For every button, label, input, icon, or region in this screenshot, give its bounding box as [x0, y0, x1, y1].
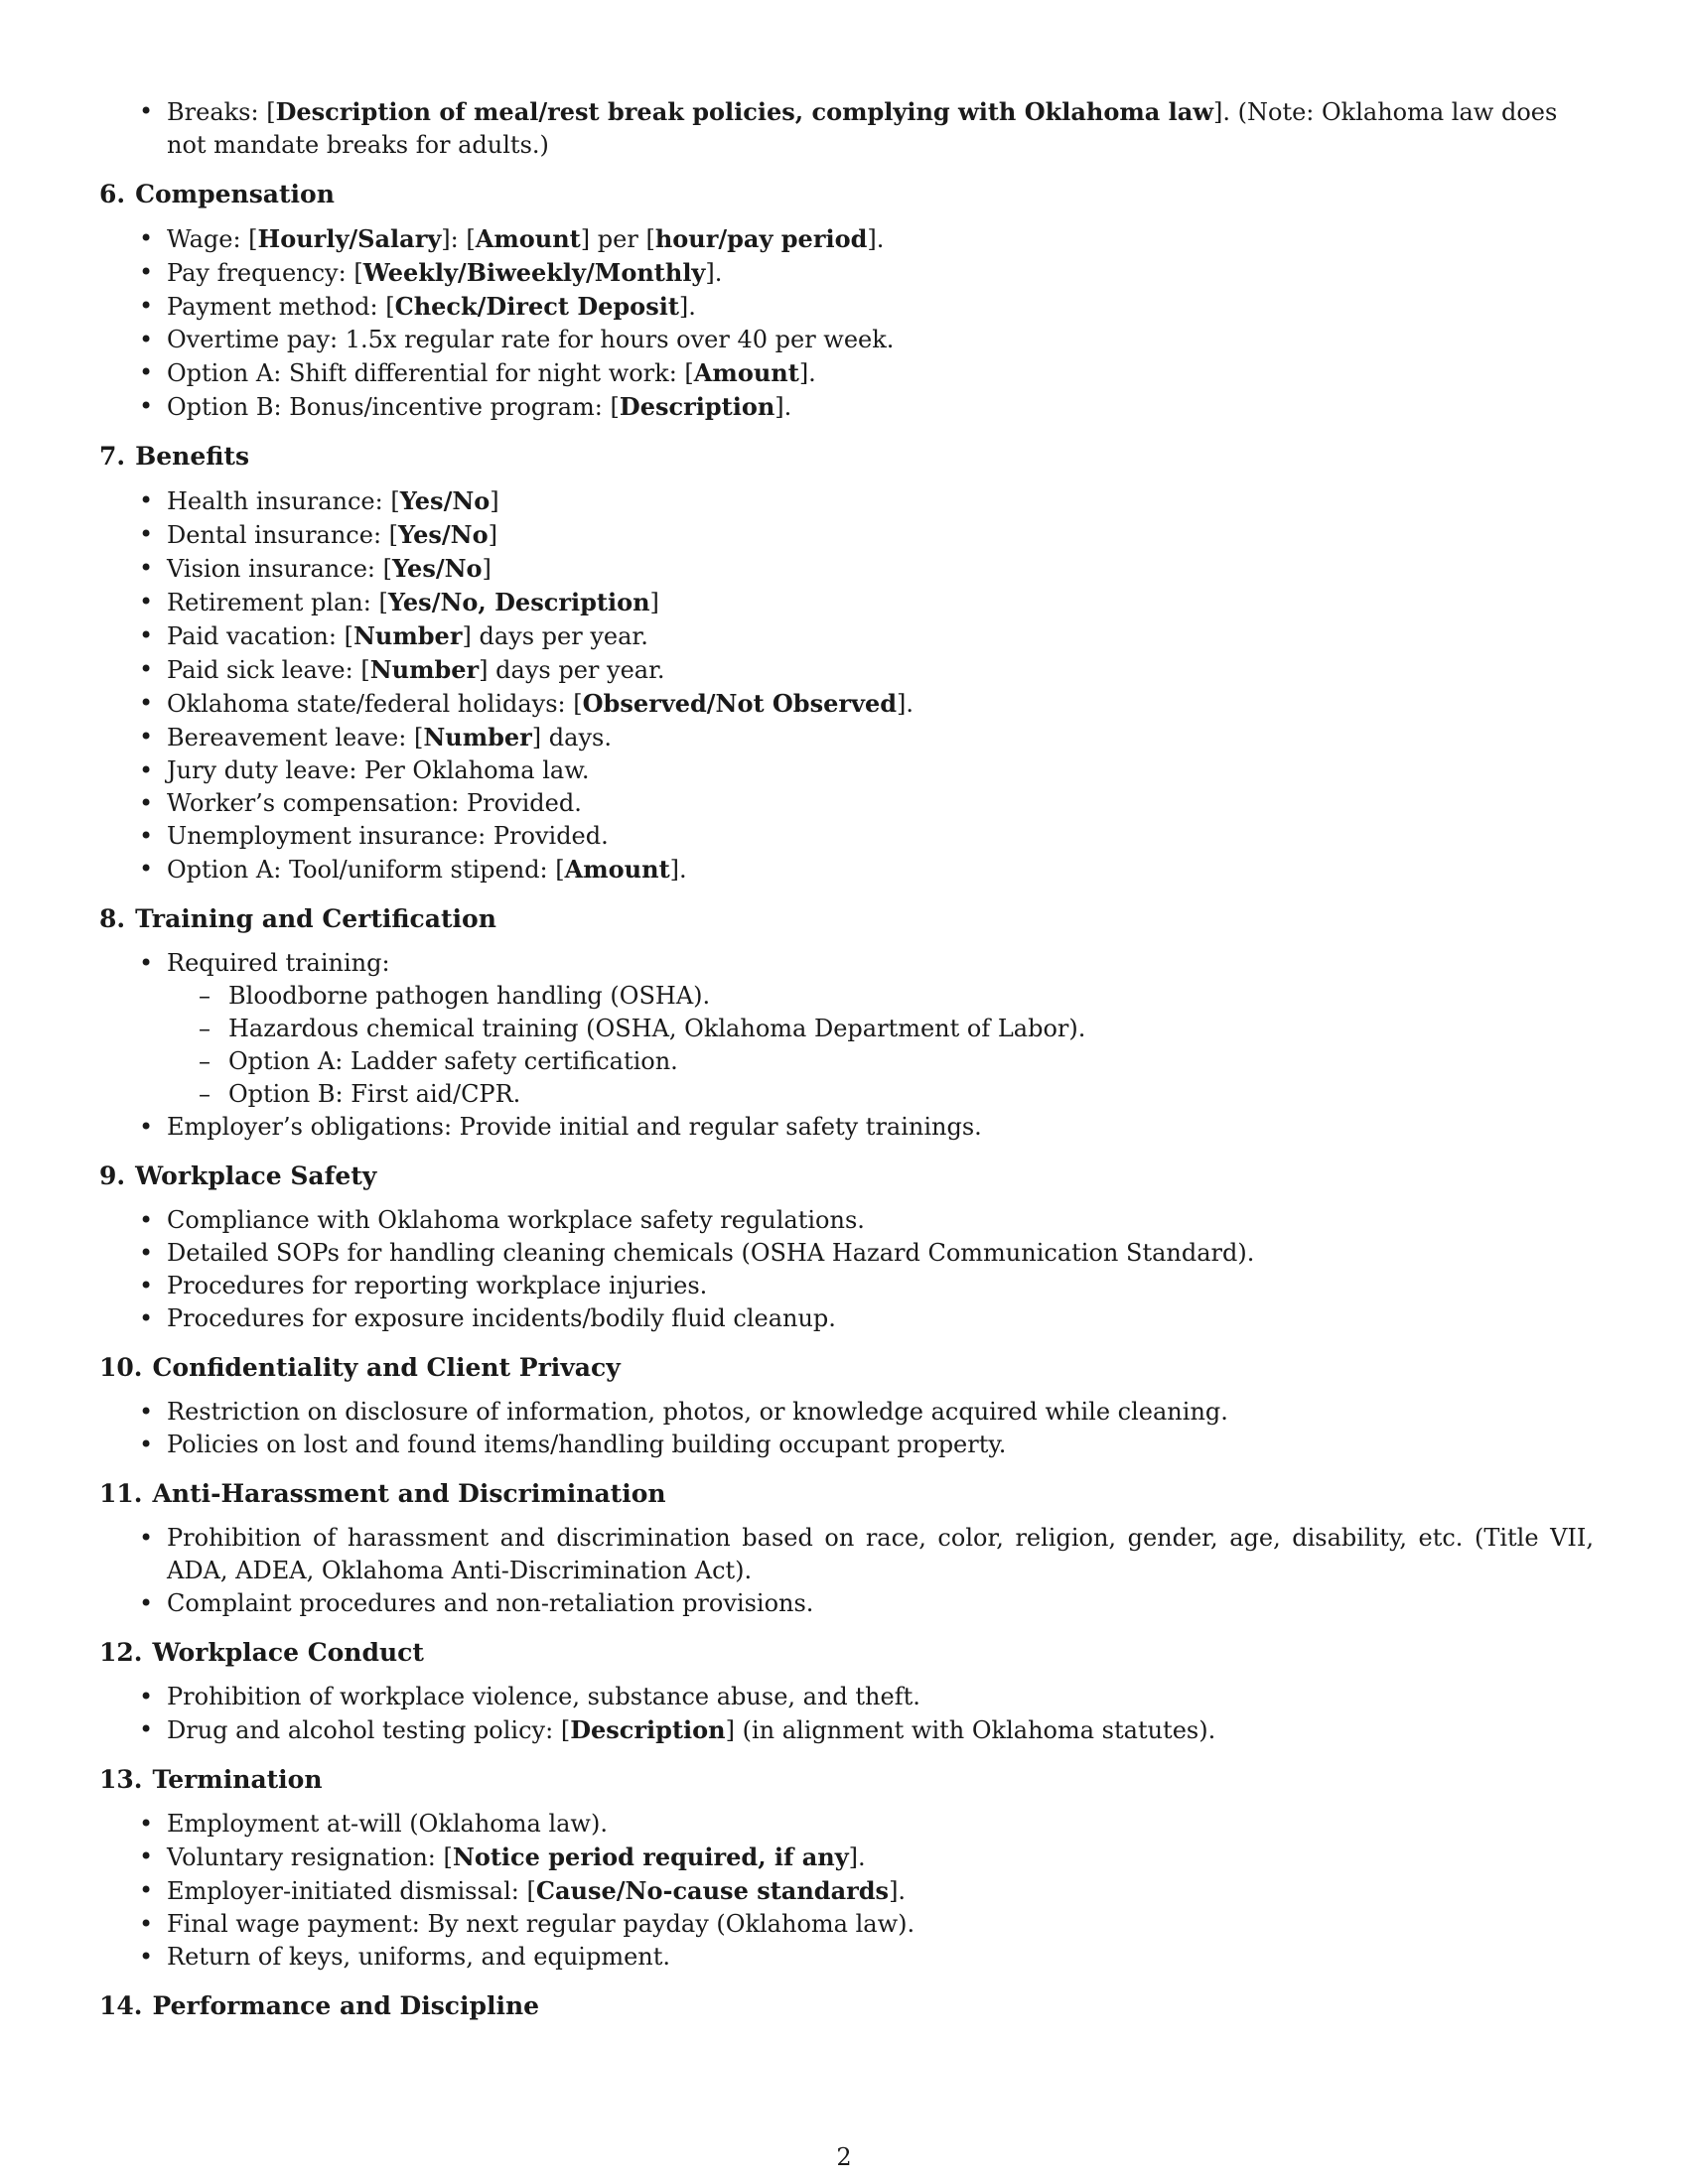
- list-item-overtime: • Overtime pay: 1.5x regular rate for hours over 40 per week.: [99, 324, 1594, 356]
- list-item-resignation: • Voluntary resignation: [Notice period required, if any].: [99, 1841, 1594, 1874]
- section-heading: 8. Training and Certification: [99, 904, 496, 933]
- list-item-breaks: • Breaks: [Description of meal/rest break policies, complying with Oklahoma law]. (Note: Oklahoma law does not mandate breaks for adults.): [99, 95, 1594, 162]
- list-item: • Procedures for reporting workplace injuries.: [99, 1270, 1594, 1302]
- conduct-list: [99, 1681, 1594, 1747]
- section-heading: 7. Benefits: [99, 442, 250, 471]
- section-compensation: [99, 178, 1594, 424]
- list-item-workers-comp: • Worker’s compensation: Provided.: [99, 787, 1594, 820]
- list-item: • Policies on lost and found items/handling building occupant property.: [99, 1429, 1594, 1461]
- sublist-item: – Option A: Ladder safety certification.: [167, 1045, 1594, 1078]
- list-item-required-training: • Required training: – Bloodborne pathogen handling (OSHA). – Hazardous chemical training (OSHA, Oklahoma Department of Labor). – Option A: Ladder safety certification. – Option B: First aid/CPR.: [99, 947, 1594, 1111]
- safety-list: [99, 1204, 1594, 1335]
- section-training: [99, 902, 1594, 1144]
- list-item-dismissal: • Employer-initiated dismissal: [Cause/No-cause standards].: [99, 1874, 1594, 1908]
- list-item: • Detailed SOPs for handling cleaning chemicals (OSHA Hazard Communication Standard).: [99, 1237, 1594, 1270]
- list-item-unemployment: • Unemployment insurance: Provided.: [99, 820, 1594, 853]
- list-item-vacation: • Paid vacation: [Number] days per year.: [99, 619, 1594, 653]
- list-item-return-equipment: • Return of keys, uniforms, and equipment.: [99, 1941, 1594, 1974]
- list-item-retirement: • Retirement plan: [Yes/No, Description]: [99, 586, 1594, 619]
- page-number: 2: [836, 2143, 852, 2171]
- sublist-item: – Bloodborne pathogen handling (OSHA).: [167, 980, 1594, 1013]
- list-item-holidays: • Oklahoma state/federal holidays: [Observed/Not Observed].: [99, 687, 1594, 721]
- section-heading: 9. Workplace Safety: [99, 1161, 377, 1190]
- document-page: [99, 95, 1594, 2034]
- list-item-final-wage: • Final wage payment: By next regular payday (Oklahoma law).: [99, 1908, 1594, 1941]
- section-benefits: [99, 440, 1594, 887]
- list-item-wage: • Wage: [Hourly/Salary]: [Amount] per [hour/pay period].: [99, 222, 1594, 256]
- section-termination: [99, 1763, 1594, 1974]
- list-item-bereavement: • Bereavement leave: [Number] days.: [99, 721, 1594, 754]
- list-item: • Prohibition of harassment and discrimination based on race, color, religion, gender, age, disability, etc. (Title VII, ADA, ADEA, Oklahoma Anti-Discrimination Act).: [99, 1522, 1594, 1587]
- compensation-list: [99, 222, 1594, 424]
- list-item: • Compliance with Oklahoma workplace safety regulations.: [99, 1204, 1594, 1237]
- termination-list: [99, 1808, 1594, 1974]
- section-workplace-safety: [99, 1160, 1594, 1335]
- benefits-list: [99, 484, 1594, 887]
- list-item-bonus: • Option B: Bonus/incentive program: [Description].: [99, 390, 1594, 424]
- sublist-item: – Hazardous chemical training (OSHA, Oklahoma Department of Labor).: [167, 1013, 1594, 1045]
- list-item: • Procedures for exposure incidents/bodily fluid cleanup.: [99, 1302, 1594, 1335]
- section-heading: 13. Termination: [99, 1765, 323, 1794]
- list-item-violence: • Prohibition of workplace violence, substance abuse, and theft.: [99, 1681, 1594, 1713]
- section-anti-harassment: [99, 1477, 1594, 1620]
- list-item: • Complaint procedures and non-retaliation provisions.: [99, 1587, 1594, 1620]
- section-workplace-conduct: [99, 1636, 1594, 1747]
- anti-harassment-list: [99, 1522, 1594, 1620]
- list-item-pay-frequency: • Pay frequency: [Weekly/Biweekly/Monthly].: [99, 256, 1594, 290]
- training-list: [99, 947, 1594, 1144]
- section-confidentiality: [99, 1351, 1594, 1461]
- list-item-drug-testing: • Drug and alcohol testing policy: [Description] (in alignment with Oklahoma statutes).: [99, 1713, 1594, 1747]
- list-item-jury-duty: • Jury duty leave: Per Oklahoma law.: [99, 754, 1594, 787]
- section-heading: 6. Compensation: [99, 180, 335, 208]
- hours-list-continued: [99, 95, 1594, 162]
- list-item-stipend: • Option A: Tool/uniform stipend: [Amount].: [99, 853, 1594, 887]
- list-item-vision: • Vision insurance: [Yes/No]: [99, 552, 1594, 586]
- list-item-employer-obligations: • Employer’s obligations: Provide initial and regular safety trainings.: [99, 1111, 1594, 1144]
- section-heading: 11. Anti-Harassment and Discrimination: [99, 1479, 666, 1508]
- list-item: • Restriction on disclosure of information, photos, or knowledge acquired while cleaning.: [99, 1396, 1594, 1429]
- section-heading: 10. Confidentiality and Client Privacy: [99, 1353, 621, 1382]
- list-item-sick-leave: • Paid sick leave: [Number] days per year.: [99, 653, 1594, 687]
- list-item-shift-differential: • Option A: Shift differential for night work: [Amount].: [99, 356, 1594, 390]
- required-training-sublist: [167, 980, 1594, 1111]
- list-item-health: • Health insurance: [Yes/No]: [99, 484, 1594, 518]
- section-heading: 14. Performance and Discipline: [99, 1991, 540, 2020]
- list-item-payment-method: • Payment method: [Check/Direct Deposit].: [99, 290, 1594, 324]
- section-performance: [99, 1989, 1594, 2022]
- sublist-item: – Option B: First aid/CPR.: [167, 1078, 1594, 1111]
- section-heading: 12. Workplace Conduct: [99, 1638, 424, 1667]
- list-item-at-will: • Employment at-will (Oklahoma law).: [99, 1808, 1594, 1841]
- list-item-dental: • Dental insurance: [Yes/No]: [99, 518, 1594, 552]
- confidentiality-list: [99, 1396, 1594, 1461]
